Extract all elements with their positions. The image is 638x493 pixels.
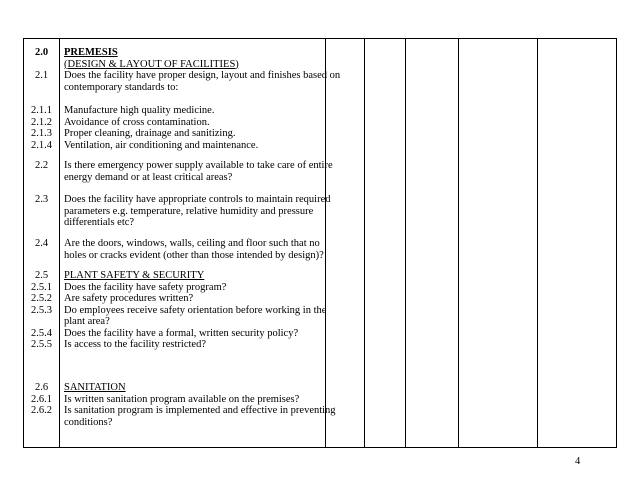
checklist-table — [23, 38, 617, 448]
item-text-line: SANITATION — [64, 382, 126, 393]
item-text-line: parameters e.g. temperature, relative humidity and pressure — [64, 205, 314, 217]
item-text-line: Does the facility have proper design, layout and finishes based on — [64, 70, 341, 81]
item-number: 2.3 — [34, 194, 49, 205]
item-text-line: PREMESIS — [64, 47, 118, 58]
item-number: 2.1.3 — [31, 128, 52, 139]
item-number: 2.5.3 — [31, 304, 52, 316]
item-number: 2.5.4 — [31, 327, 52, 339]
item-number: 2.1.2 — [31, 116, 52, 128]
item-text-line: Does the facility have appropriate controls to maintain required — [64, 194, 331, 205]
item-text-line: Ventilation, air conditioning and maintenance. — [64, 139, 259, 151]
item-number: 2.5.1 — [31, 281, 52, 293]
item-number: 2.0 — [34, 47, 49, 58]
item-text-line: Is access to the facility restricted? — [64, 339, 206, 350]
item-text-line: Is sanitation program is implemented and effective in preventing — [64, 405, 336, 416]
item-number: 2.6 — [34, 382, 49, 393]
column-divider — [458, 39, 459, 447]
item-text-line: conditions? — [64, 416, 113, 428]
item-number: 2.5.5 — [31, 339, 52, 350]
item-text-line: holes or cracks evident (other than those intended by design)? — [64, 249, 324, 261]
item-text-line: energy demand or at least critical areas? — [64, 171, 233, 183]
item-number: 2.1 — [34, 70, 49, 81]
item-text-line: Does the facility have safety program? — [64, 281, 227, 293]
column-divider — [405, 39, 406, 447]
item-text-line: contemporary standards to: — [64, 81, 179, 93]
item-text-line: Are the doors, windows, walls, ceiling and floor such that no — [64, 238, 320, 249]
item-text-line: (DESIGN & LAYOUT OF FACILITIES) — [64, 58, 239, 70]
item-text-line: Is there emergency power supply available to take care of entire — [64, 160, 333, 171]
item-number: 2.5 — [34, 270, 49, 281]
item-text-line: Are safety procedures written? — [64, 293, 194, 304]
item-number: 2.6.1 — [31, 393, 52, 405]
column-divider — [364, 39, 365, 447]
item-text-line: PLANT SAFETY & SECURITY — [64, 270, 205, 281]
column-divider — [537, 39, 538, 447]
item-text-line: Do employees receive safety orientation before working in the — [64, 304, 327, 316]
item-number: 2.1.1 — [31, 105, 52, 116]
column-divider — [325, 39, 326, 447]
item-number: 2.4 — [34, 238, 49, 249]
item-text-line: differentials etc? — [64, 217, 135, 228]
item-number: 2.5.2 — [31, 293, 52, 304]
page-number: 4 — [575, 456, 581, 467]
item-text-line: plant area? — [64, 316, 110, 327]
item-text-line: Avoidance of cross contamination. — [64, 116, 210, 128]
item-text-line: Does the facility have a formal, written security policy? — [64, 327, 299, 339]
column-divider — [59, 39, 60, 447]
item-number: 2.6.2 — [31, 405, 52, 416]
item-number: 2.2 — [34, 160, 49, 171]
item-text-line: Is written sanitation program available on the premises? — [64, 393, 300, 405]
item-number: 2.1.4 — [31, 139, 52, 151]
item-text-line: Manufacture high quality medicine. — [64, 105, 215, 116]
item-text-line: Proper cleaning, drainage and sanitizing. — [64, 128, 236, 139]
